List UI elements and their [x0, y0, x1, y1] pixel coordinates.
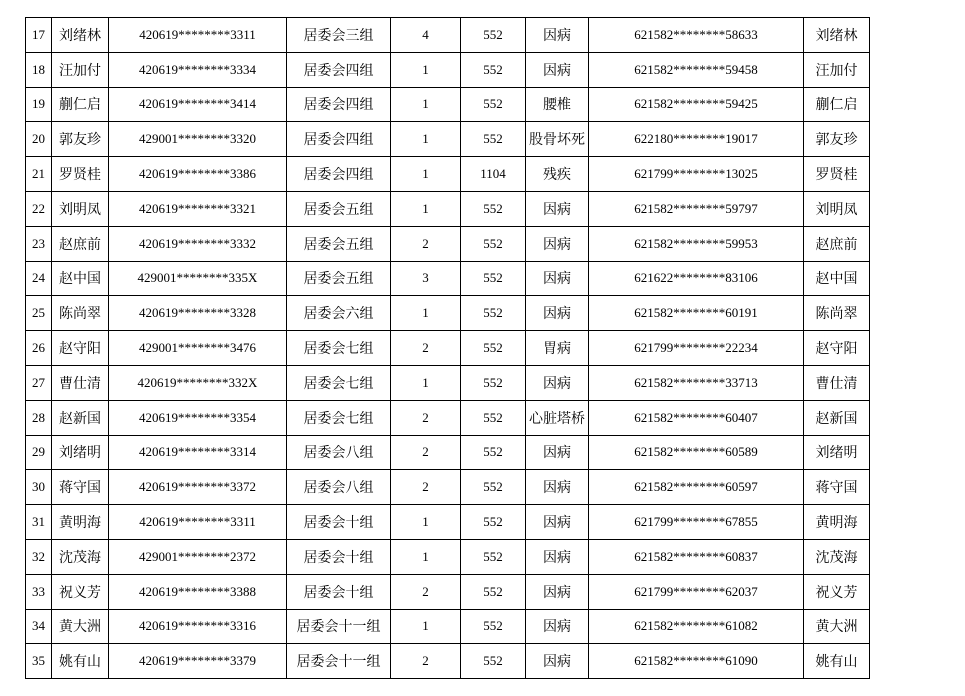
name-cell: 汪加付 [52, 52, 109, 87]
name-cell: 刘绪林 [52, 18, 109, 53]
id-number-cell: 420619********3332 [109, 226, 287, 261]
row-number-cell: 33 [26, 574, 52, 609]
account-holder-cell: 蒋守国 [804, 470, 870, 505]
reason-cell: 心脏塔桥 [526, 400, 589, 435]
group-cell: 居委会五组 [287, 261, 391, 296]
household-size-cell: 1 [391, 191, 461, 226]
account-number-cell: 621582********61090 [589, 644, 804, 679]
account-number-cell: 621582********61082 [589, 609, 804, 644]
account-number-cell: 621799********62037 [589, 574, 804, 609]
household-size-cell: 3 [391, 261, 461, 296]
id-number-cell: 420619********3386 [109, 157, 287, 192]
amount-cell: 552 [461, 644, 526, 679]
household-size-cell: 2 [391, 574, 461, 609]
relief-recipient-table [25, 17, 870, 679]
name-cell: 曹仕清 [52, 365, 109, 400]
account-holder-cell: 祝义芳 [804, 574, 870, 609]
account-number-cell: 621799********67855 [589, 505, 804, 540]
amount-cell: 552 [461, 296, 526, 331]
table-row [26, 18, 870, 53]
reason-cell: 因病 [526, 609, 589, 644]
group-cell: 居委会七组 [287, 400, 391, 435]
group-cell: 居委会七组 [287, 331, 391, 366]
table-row [26, 52, 870, 87]
name-cell: 赵中国 [52, 261, 109, 296]
amount-cell: 552 [461, 365, 526, 400]
account-holder-cell: 黄大洲 [804, 609, 870, 644]
row-number-cell: 31 [26, 505, 52, 540]
account-holder-cell: 蒯仁启 [804, 87, 870, 122]
amount-cell: 552 [461, 609, 526, 644]
group-cell: 居委会四组 [287, 122, 391, 157]
name-cell: 沈茂海 [52, 539, 109, 574]
amount-cell: 552 [461, 226, 526, 261]
reason-cell: 因病 [526, 18, 589, 53]
table-row [26, 470, 870, 505]
row-number-cell: 18 [26, 52, 52, 87]
table-row [26, 191, 870, 226]
table-row [26, 331, 870, 366]
id-number-cell: 420619********3311 [109, 18, 287, 53]
account-holder-cell: 刘绪林 [804, 18, 870, 53]
group-cell: 居委会十组 [287, 505, 391, 540]
group-cell: 居委会十组 [287, 539, 391, 574]
household-size-cell: 4 [391, 18, 461, 53]
id-number-cell: 420619********3388 [109, 574, 287, 609]
name-cell: 赵庶前 [52, 226, 109, 261]
table-row [26, 539, 870, 574]
id-number-cell: 429001********335X [109, 261, 287, 296]
account-holder-cell: 郭友珍 [804, 122, 870, 157]
amount-cell: 552 [461, 191, 526, 226]
reason-cell: 因病 [526, 574, 589, 609]
name-cell: 陈尚翠 [52, 296, 109, 331]
household-size-cell: 2 [391, 226, 461, 261]
reason-cell: 因病 [526, 505, 589, 540]
table-row [26, 296, 870, 331]
name-cell: 祝义芳 [52, 574, 109, 609]
amount-cell: 552 [461, 470, 526, 505]
account-holder-cell: 赵中国 [804, 261, 870, 296]
reason-cell: 因病 [526, 191, 589, 226]
account-holder-cell: 赵庶前 [804, 226, 870, 261]
row-number-cell: 32 [26, 539, 52, 574]
account-number-cell: 621799********13025 [589, 157, 804, 192]
account-number-cell: 621582********60589 [589, 435, 804, 470]
amount-cell: 552 [461, 539, 526, 574]
id-number-cell: 420619********3372 [109, 470, 287, 505]
row-number-cell: 30 [26, 470, 52, 505]
account-holder-cell: 罗贤桂 [804, 157, 870, 192]
account-number-cell: 621582********60837 [589, 539, 804, 574]
name-cell: 黄大洲 [52, 609, 109, 644]
table-row [26, 644, 870, 679]
account-number-cell: 621582********60407 [589, 400, 804, 435]
household-size-cell: 2 [391, 435, 461, 470]
account-number-cell: 621582********59953 [589, 226, 804, 261]
id-number-cell: 420619********3316 [109, 609, 287, 644]
group-cell: 居委会五组 [287, 226, 391, 261]
table-row [26, 87, 870, 122]
household-size-cell: 2 [391, 331, 461, 366]
account-holder-cell: 沈茂海 [804, 539, 870, 574]
table-row [26, 505, 870, 540]
household-size-cell: 1 [391, 52, 461, 87]
table-row [26, 122, 870, 157]
household-size-cell: 2 [391, 400, 461, 435]
reason-cell: 因病 [526, 365, 589, 400]
table-row [26, 435, 870, 470]
household-size-cell: 2 [391, 644, 461, 679]
amount-cell: 552 [461, 87, 526, 122]
id-number-cell: 420619********3414 [109, 87, 287, 122]
row-number-cell: 34 [26, 609, 52, 644]
group-cell: 居委会八组 [287, 470, 391, 505]
household-size-cell: 1 [391, 505, 461, 540]
group-cell: 居委会四组 [287, 87, 391, 122]
reason-cell: 因病 [526, 226, 589, 261]
name-cell: 刘明凤 [52, 191, 109, 226]
id-number-cell: 420619********3311 [109, 505, 287, 540]
account-number-cell: 621582********59425 [589, 87, 804, 122]
amount-cell: 552 [461, 400, 526, 435]
id-number-cell: 420619********3328 [109, 296, 287, 331]
account-holder-cell: 赵守阳 [804, 331, 870, 366]
group-cell: 居委会四组 [287, 52, 391, 87]
account-number-cell: 621799********22234 [589, 331, 804, 366]
id-number-cell: 420619********3321 [109, 191, 287, 226]
name-cell: 蒋守国 [52, 470, 109, 505]
account-holder-cell: 曹仕清 [804, 365, 870, 400]
row-number-cell: 24 [26, 261, 52, 296]
reason-cell: 因病 [526, 261, 589, 296]
group-cell: 居委会十一组 [287, 609, 391, 644]
table-row [26, 365, 870, 400]
reason-cell: 因病 [526, 644, 589, 679]
id-number-cell: 420619********3314 [109, 435, 287, 470]
account-holder-cell: 刘明凤 [804, 191, 870, 226]
reason-cell: 残疾 [526, 157, 589, 192]
account-number-cell: 621582********58633 [589, 18, 804, 53]
household-size-cell: 1 [391, 122, 461, 157]
table-row [26, 574, 870, 609]
account-holder-cell: 姚有山 [804, 644, 870, 679]
row-number-cell: 17 [26, 18, 52, 53]
reason-cell: 因病 [526, 470, 589, 505]
group-cell: 居委会七组 [287, 365, 391, 400]
household-size-cell: 1 [391, 609, 461, 644]
table-row [26, 400, 870, 435]
household-size-cell: 1 [391, 539, 461, 574]
name-cell: 蒯仁启 [52, 87, 109, 122]
id-number-cell: 420619********3354 [109, 400, 287, 435]
group-cell: 居委会四组 [287, 157, 391, 192]
account-holder-cell: 赵新国 [804, 400, 870, 435]
name-cell: 赵守阳 [52, 331, 109, 366]
row-number-cell: 26 [26, 331, 52, 366]
row-number-cell: 22 [26, 191, 52, 226]
row-number-cell: 25 [26, 296, 52, 331]
account-number-cell: 621582********60597 [589, 470, 804, 505]
household-size-cell: 1 [391, 365, 461, 400]
row-number-cell: 23 [26, 226, 52, 261]
account-holder-cell: 刘绪明 [804, 435, 870, 470]
row-number-cell: 35 [26, 644, 52, 679]
account-number-cell: 621582********33713 [589, 365, 804, 400]
id-number-cell: 429001********3320 [109, 122, 287, 157]
name-cell: 郭友珍 [52, 122, 109, 157]
group-cell: 居委会十组 [287, 574, 391, 609]
row-number-cell: 21 [26, 157, 52, 192]
id-number-cell: 420619********332X [109, 365, 287, 400]
reason-cell: 胃病 [526, 331, 589, 366]
amount-cell: 1104 [461, 157, 526, 192]
amount-cell: 552 [461, 505, 526, 540]
group-cell: 居委会五组 [287, 191, 391, 226]
reason-cell: 因病 [526, 296, 589, 331]
group-cell: 居委会六组 [287, 296, 391, 331]
reason-cell: 因病 [526, 52, 589, 87]
table-row [26, 261, 870, 296]
reason-cell: 因病 [526, 435, 589, 470]
account-holder-cell: 陈尚翠 [804, 296, 870, 331]
table-row [26, 226, 870, 261]
account-number-cell: 621582********60191 [589, 296, 804, 331]
household-size-cell: 2 [391, 470, 461, 505]
row-number-cell: 19 [26, 87, 52, 122]
id-number-cell: 420619********3379 [109, 644, 287, 679]
id-number-cell: 420619********3334 [109, 52, 287, 87]
group-cell: 居委会十一组 [287, 644, 391, 679]
name-cell: 姚有山 [52, 644, 109, 679]
reason-cell: 腰椎 [526, 87, 589, 122]
name-cell: 黄明海 [52, 505, 109, 540]
row-number-cell: 27 [26, 365, 52, 400]
household-size-cell: 1 [391, 87, 461, 122]
amount-cell: 552 [461, 122, 526, 157]
name-cell: 赵新国 [52, 400, 109, 435]
household-size-cell: 1 [391, 296, 461, 331]
group-cell: 居委会八组 [287, 435, 391, 470]
amount-cell: 552 [461, 435, 526, 470]
id-number-cell: 429001********3476 [109, 331, 287, 366]
name-cell: 罗贤桂 [52, 157, 109, 192]
household-size-cell: 1 [391, 157, 461, 192]
reason-cell: 因病 [526, 539, 589, 574]
table-row [26, 157, 870, 192]
row-number-cell: 20 [26, 122, 52, 157]
group-cell: 居委会三组 [287, 18, 391, 53]
table-row [26, 609, 870, 644]
table-body [26, 18, 870, 679]
account-number-cell: 621582********59797 [589, 191, 804, 226]
amount-cell: 552 [461, 18, 526, 53]
amount-cell: 552 [461, 261, 526, 296]
name-cell: 刘绪明 [52, 435, 109, 470]
row-number-cell: 28 [26, 400, 52, 435]
account-number-cell: 621622********83106 [589, 261, 804, 296]
reason-cell: 股骨坏死 [526, 122, 589, 157]
id-number-cell: 429001********2372 [109, 539, 287, 574]
amount-cell: 552 [461, 52, 526, 87]
account-holder-cell: 黄明海 [804, 505, 870, 540]
amount-cell: 552 [461, 331, 526, 366]
account-number-cell: 622180********19017 [589, 122, 804, 157]
row-number-cell: 29 [26, 435, 52, 470]
account-number-cell: 621582********59458 [589, 52, 804, 87]
account-holder-cell: 汪加付 [804, 52, 870, 87]
amount-cell: 552 [461, 574, 526, 609]
